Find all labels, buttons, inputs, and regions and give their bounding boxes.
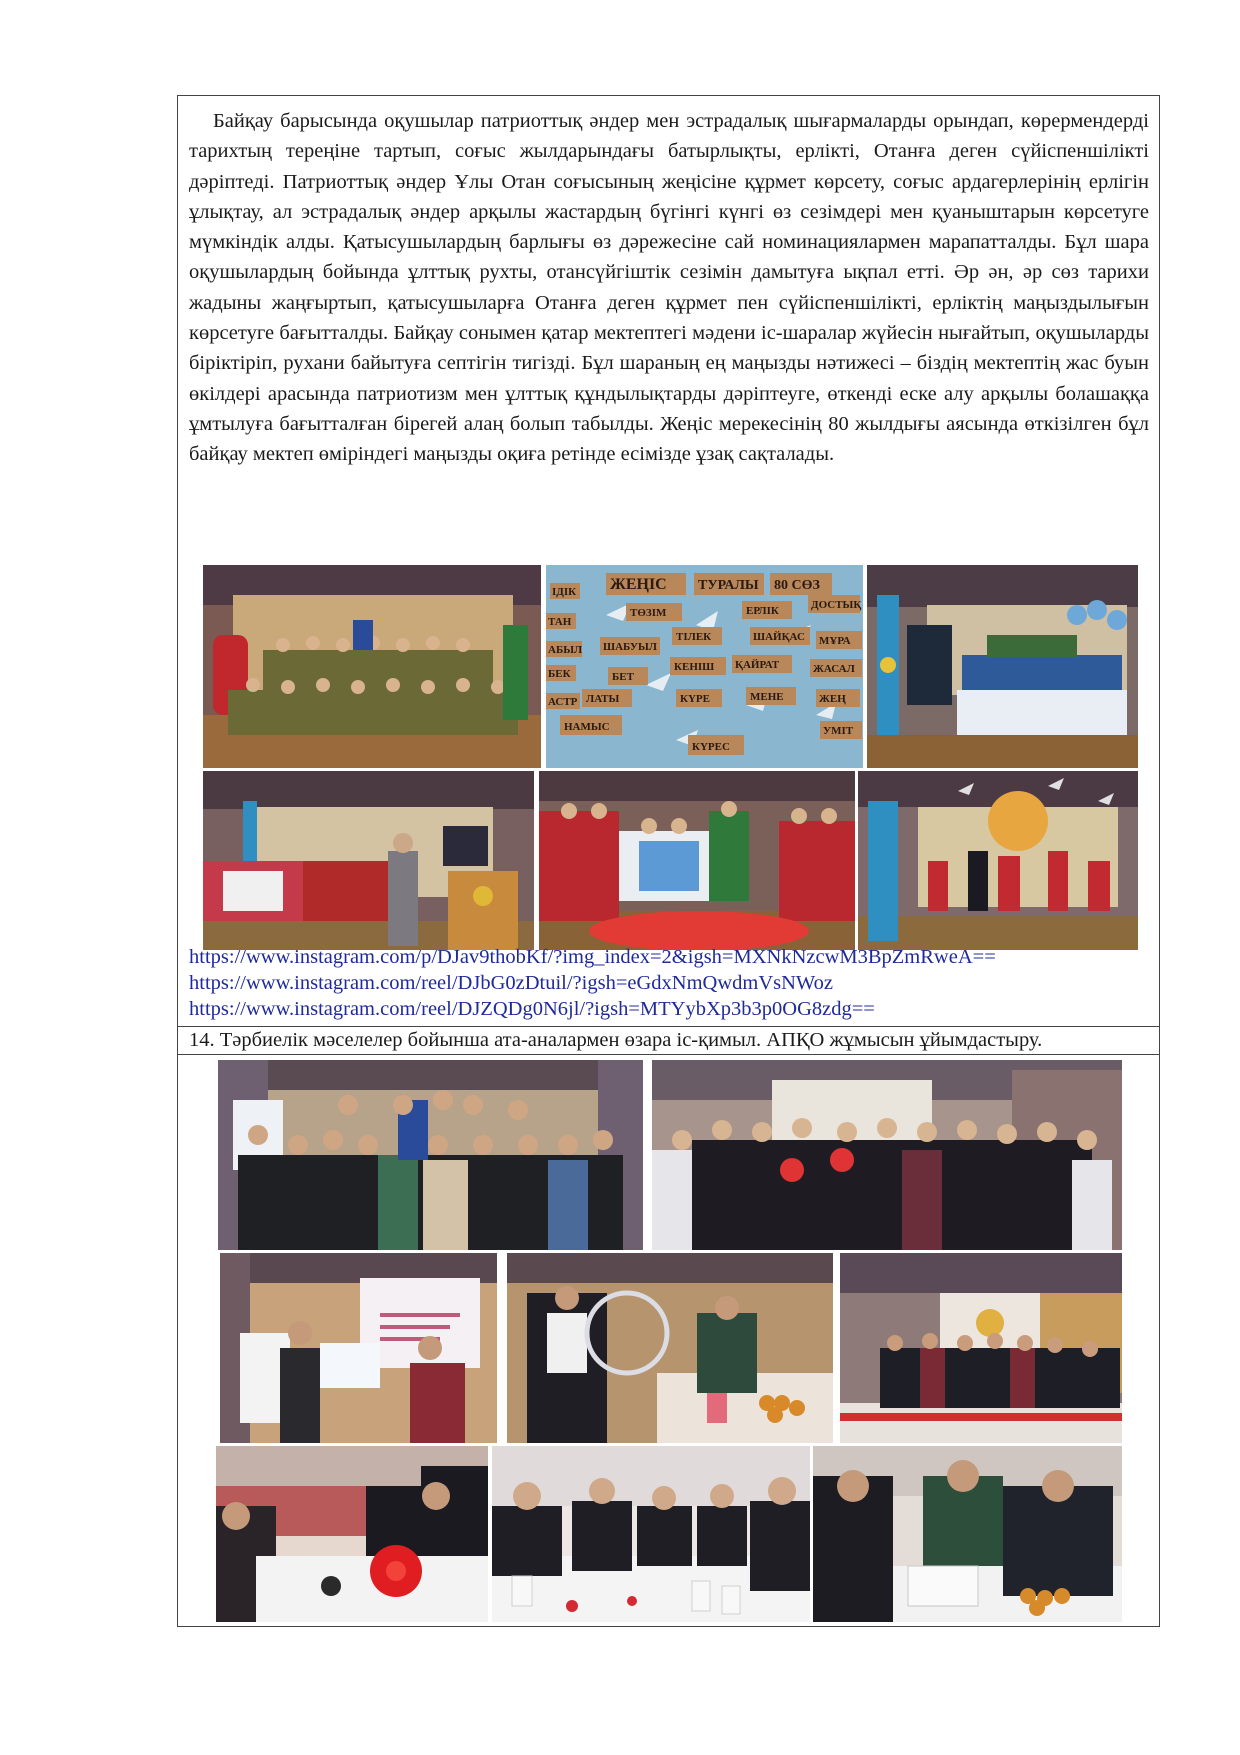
- poster-word-18: БЕТ: [612, 671, 634, 683]
- poster-word-23: МЕНЕ: [750, 691, 784, 703]
- photo-parents-group-2: [652, 1060, 1122, 1250]
- poster-word-7: ДОСТЫҚ: [811, 599, 862, 611]
- instagram-link-1[interactable]: https://www.instagram.com/p/DJav9thobKf/?img_index=2&igsh=MXNkNzcwM3BpZmRweA==: [189, 946, 996, 968]
- poster-word-25: КҮРЕС: [692, 741, 730, 753]
- poster-word-16: ЖАСАЛ: [813, 663, 855, 675]
- poster-word-22: НАМЫС: [564, 721, 610, 733]
- body-paragraph: Байқау барысында оқушылар патриоттық әндер мен эстрадалық шығармаларды орындап, көрермендерді тарихтың тереңіне тартып, соғыс жылдарындағы батырлықты, ерлікті, Отанға деген сүйіспеншілікті дәріптеді. Патриоттық әндер Ұлы Отан соғысының жеңісіне құрмет көрсету, соғыс ардагерлерінің ерлігін ұлықтау, ал эстрадалық әндер арқылы жастардың бүгінгі күнгі өз сезімдері мен қуаныштарын көрсетуге мүмкіндік алды. Қатысушылардың барлығы өз дәрежесіне сай номинациялармен марапатталды. Бұл шара оқушылардың бойында ұлттық рухты, отансүйгіштік сезімін дамытуға ықпал етті. Әр ән, әр сөз тарихи жадыны жаңғыртып, қатысушыларға Отанға деген құрмет пен сүйіспеншілікті, ерліктің маңыздылығын көрсетуге бағытталды. Байқау сонымен қатар мектептегі мәдени іс-шаралар жүйесін нығайтып, оқушыларды біріктіріп, рухани байытуға септігін тигізді. Бұл шараның ең маңызды нәтижесі – біздің мектептің жас буын өкілдері арасында патриотизм мен ұлттық құндылықтарды дәріптеуге, өткенді еске алу арқылы болашаққа ұмтылуға бағытталған бірегей алаң болып табылды. Жеңіс мерекесінің 80 жылдығы аясында өткізілген бұл байқау мектеп өміріндегі маңызды оқиға ретінде есімізде ұзақ сақталады.: [189, 110, 1149, 466]
- photo-parents-group-1: [218, 1060, 643, 1250]
- poster-word-14: КЕНІШ: [674, 661, 715, 673]
- photo-mothers-at-table: [492, 1446, 810, 1622]
- poster-word-19: ЛАТЫ: [586, 693, 620, 705]
- photo-dance-performance: [858, 771, 1138, 950]
- instagram-link-2[interactable]: https://www.instagram.com/reel/DJbG0zDtuil/?igsh=eGdxNmQwdmVsNWoz: [189, 971, 833, 994]
- poster-word-21: АСТР: [548, 696, 578, 708]
- poster-word-3: 80 СӨЗ: [774, 578, 820, 593]
- poster-word-1: ЖЕҢІС: [610, 576, 667, 593]
- photo-flipchart-presentation: [220, 1253, 497, 1443]
- photo-parents-standing: [840, 1253, 1122, 1443]
- section-heading: 14. Тәрбиелік мәселелер бойынша ата-аналармен өзара іс-қимыл. АПҚО жұмысын ұйымдастыру.: [189, 1029, 1043, 1051]
- poster-word-13: МҰРА: [819, 635, 851, 647]
- photo-choir-stage: [867, 565, 1138, 768]
- photo-balloon-table: [216, 1446, 488, 1622]
- photo-national-costumes: [539, 771, 855, 950]
- poster-word-2: ТУРАЛЫ: [698, 578, 759, 593]
- instagram-links: [189, 945, 1149, 1022]
- row-divider: [177, 1054, 1160, 1055]
- poster-word-8: ТАН: [548, 616, 572, 628]
- poster-word-24: ЖЕҢ: [819, 693, 846, 705]
- photo-victory-words-poster: [546, 565, 863, 768]
- poster-word-9: ТІЛЕК: [676, 631, 712, 643]
- instagram-link-3[interactable]: https://www.instagram.com/reel/DJZQDg0N6jl/?igsh=MTYybXp3b3p0OG8zdg==: [189, 997, 875, 1020]
- poster-word-15: ҚАЙРАТ: [735, 659, 780, 671]
- poster-word-17: БЕК: [548, 668, 571, 680]
- poster-word-4: ІДІК: [552, 586, 577, 598]
- photo-fathers-at-table: [813, 1446, 1122, 1622]
- poster-word-6: ЕРЛІК: [746, 605, 779, 617]
- poster-word-20: КҮРЕ: [680, 693, 710, 705]
- poster-word-10: ШАЙҚАС: [753, 631, 805, 643]
- photo-workshop-circle: [507, 1253, 833, 1443]
- photo-cadets-group: [203, 565, 541, 768]
- poster-word-12: ШАБУЫЛ: [603, 641, 657, 653]
- poster-word-26: УМІТ: [823, 725, 854, 737]
- poster-word-11: АБЫЛ: [548, 644, 583, 656]
- poster-word-5: ТӨЗІМ: [630, 607, 667, 619]
- photo-presenter-podium: [203, 771, 534, 950]
